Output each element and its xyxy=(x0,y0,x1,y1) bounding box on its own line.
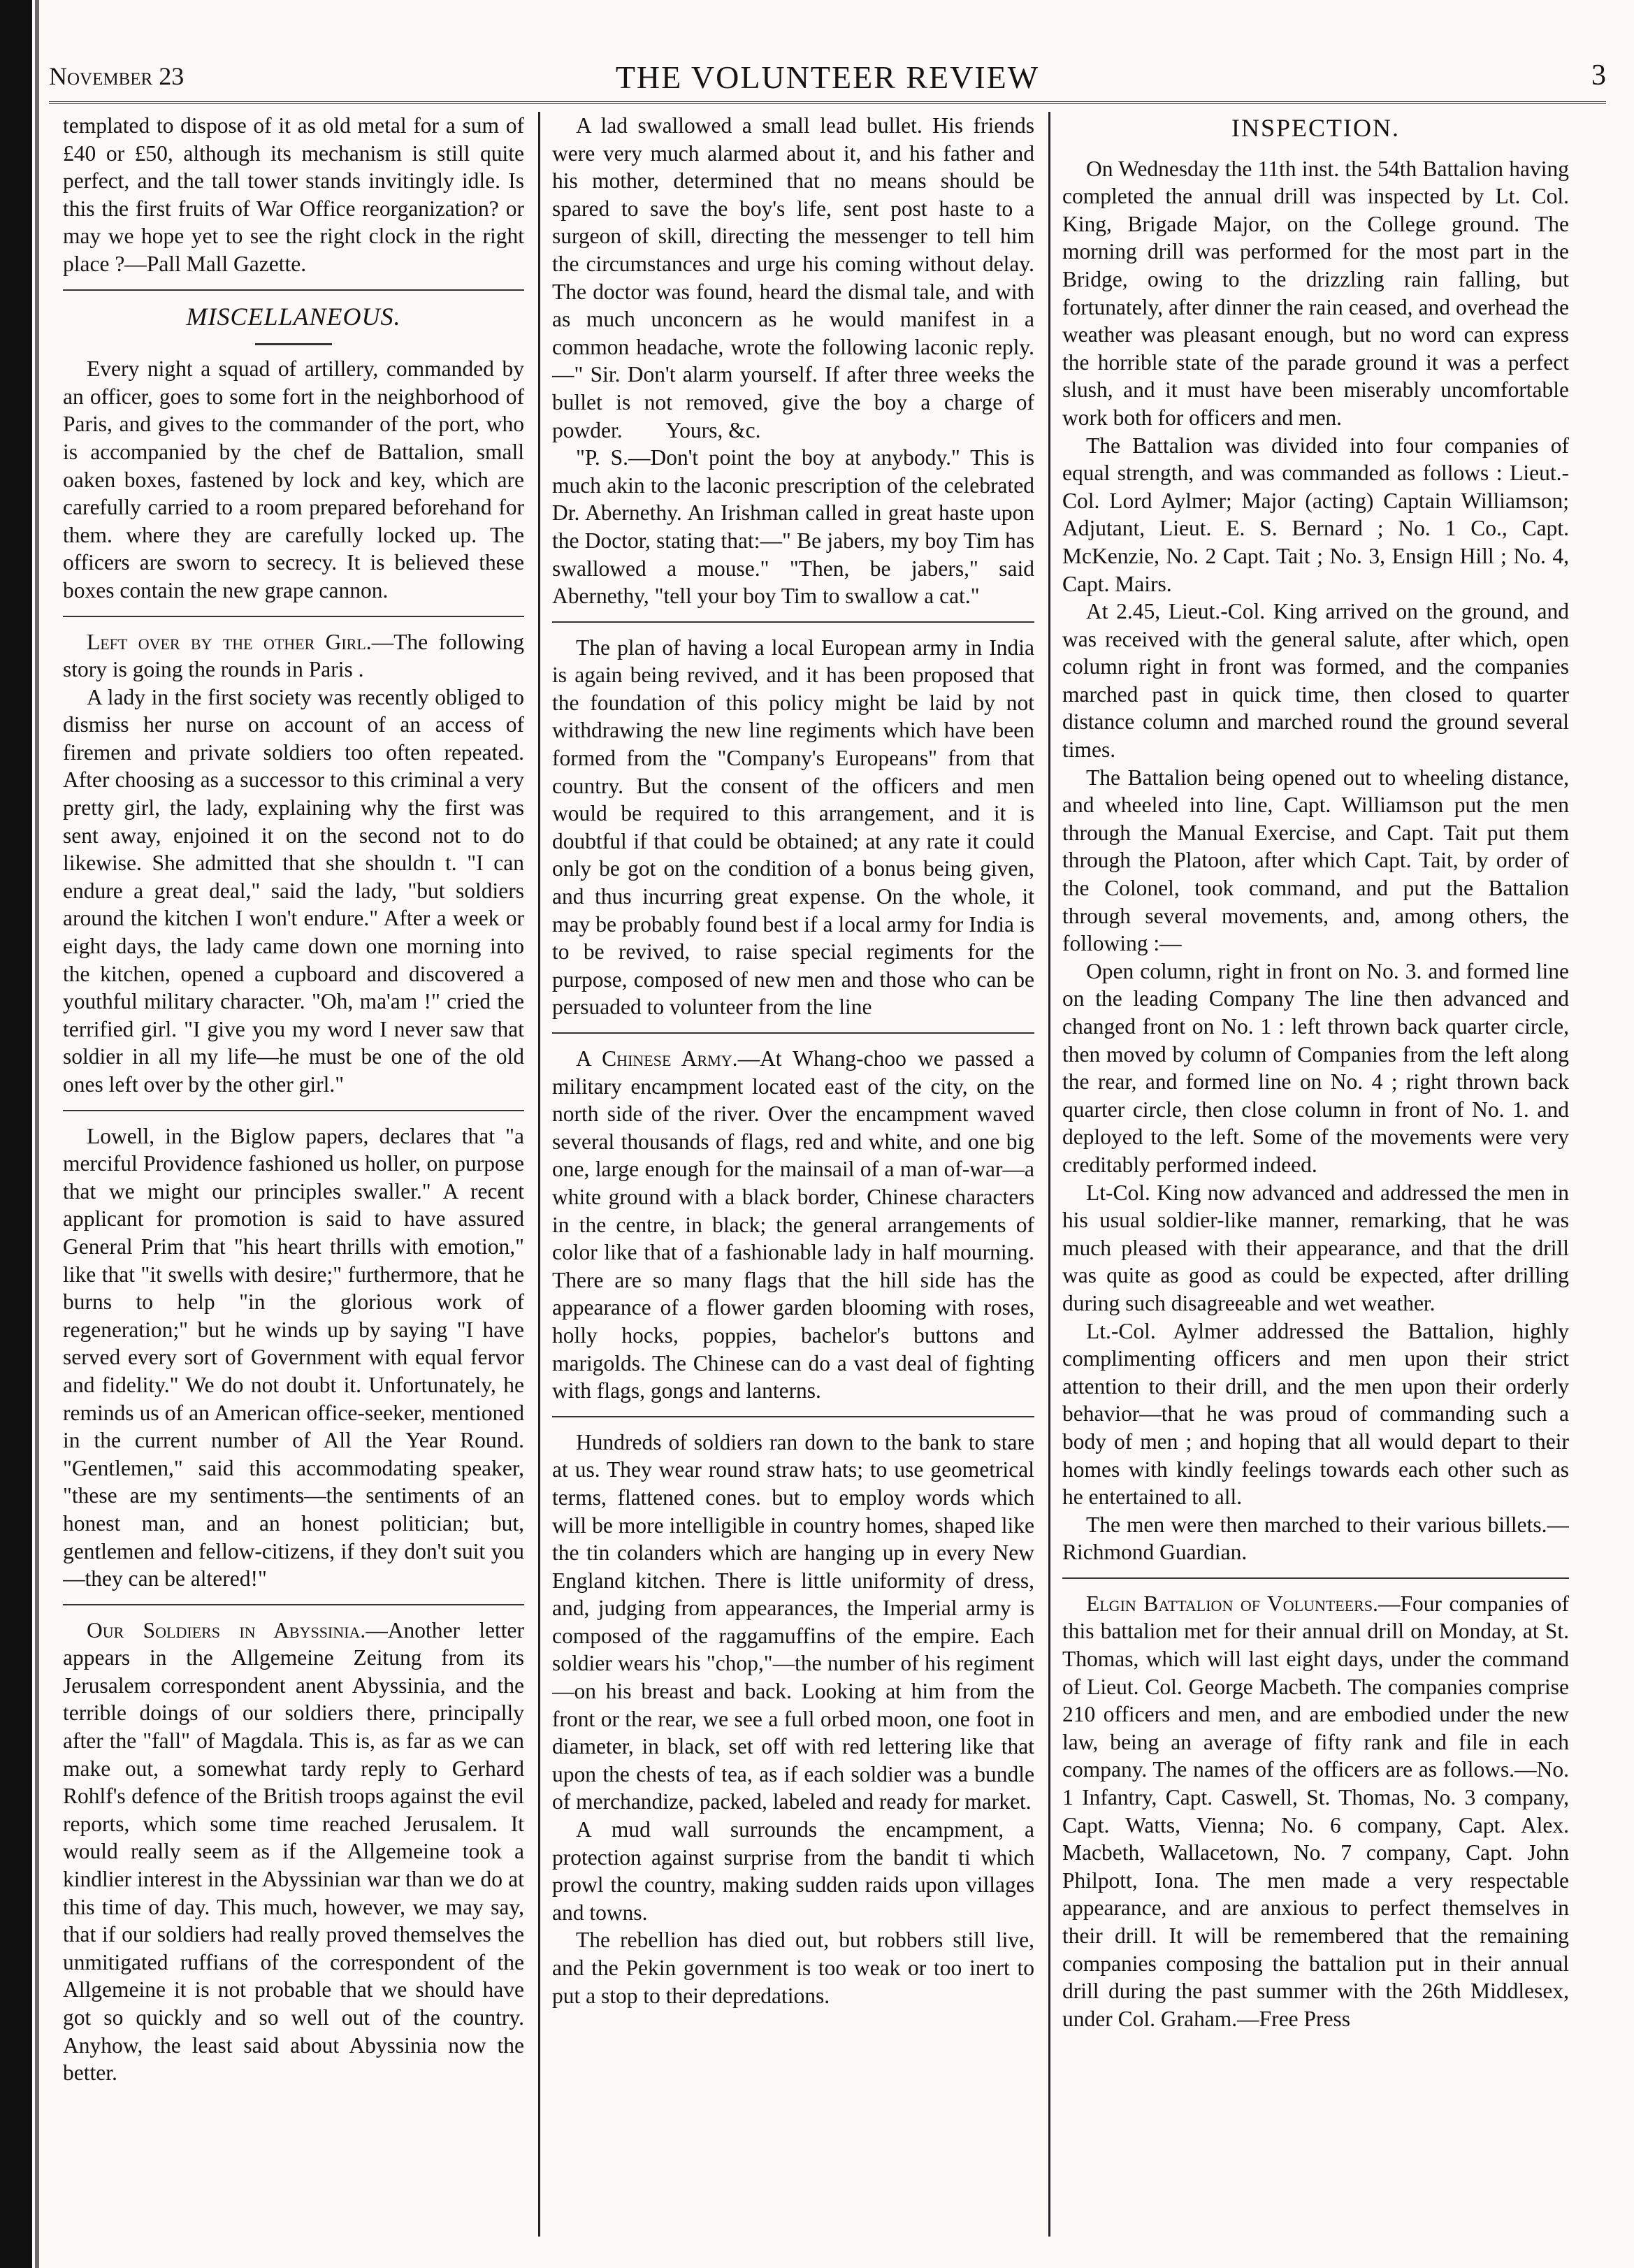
wheeling-paragraph: The Battalion being opened out to wheeling distance, and wheeled into line, Capt. Williamson put the men through the Manual Exercise, and Capt. Tait put them through the Platoon, after which Capt. Tait, by order of the Colonel, took command, and put the Battalion through several movements, and, among others, the following :— xyxy=(1062,765,1569,956)
section-rule xyxy=(552,621,1034,623)
abyssinia-paragraph xyxy=(63,1617,524,2087)
girl-headline: Left over by the other Girl. xyxy=(87,629,372,654)
section-rule xyxy=(63,1110,524,1111)
binding-edge xyxy=(0,0,32,2268)
movements-paragraph: Open column, right in front on No. 3. and formed line on the leading Company The line then advanced and changed front on No. 1 : left thrown back quarter circle, then moved by column of Companies from the left along the rear, and formed line on No. 4 ; right thrown back quarter circle, then close column in front of No. 1. and deployed to the left. Some of the movements were very creditably performed indeed. xyxy=(1062,958,1569,1177)
companies-paragraph: The Battalion was divided into four companies of equal strength, and was commanded as follows : Lieut.-Col. Lord Aylmer; Major (acting) Captain Williamson; Adjutant, Lieut. E. S. Bernard ; No. 1 Co., Capt. McKenzie, No. 2 Capt. Tait ; No. 3, Ensign Hill ; No. 4, Capt. Mairs. xyxy=(1062,433,1569,596)
header-rule xyxy=(49,101,1606,104)
inspection-paragraph: On Wednesday the 11th inst. the 54th Battalion having completed the annual drill was inspected by Lt. Col. King, Brigade Major, on the College ground. The morning drill was performed for the most part in the Bridge, owing to the drizzling rain falling, but fortunately, after dinner the rain ceased, and overhead the weather was pleasant enough, but no word can express the horrible state of the parade ground it was a perfect slush, and it must have been miserably uncomfortable work both for officers and men. xyxy=(1062,156,1569,430)
bullet-signoff: Yours, &c. xyxy=(665,417,761,442)
section-rule xyxy=(1062,1577,1569,1579)
chinese-army-text: —At Whang-choo we passed a military encampment located east of the city, on the north side of the river. Over the encampment waved several thousands of flags, red and white, and one big one, large enough for the mainsail of a man of-war—a white ground with a black border, Chinese characters in the centre, in black; the general arrangements of color like that of a fashionable lady in half mourning. There are so many flags that the hill side has the appearance of a flower garden blooming with roses, holly hocks, poppies, bachelor's buttons and marigolds. The Chinese can do a vast deal of fighting with flags, gongs and lanterns. xyxy=(552,1046,1034,1403)
column-divider xyxy=(1048,112,1050,2237)
mud-wall-paragraph: A mud wall surrounds the encampment, a protection against surprise from the bandit ti which prowl the country, making sudden raids upon villages and towns. xyxy=(552,1817,1034,1925)
lowell-paragraph: Lowell, in the Biglow papers, declares that "a merciful Providence fashioned us holler, on purpose that we might our principles swaller." A recent applicant for promotion is said to have assured General Prim that "his heart thrills with emotion," like that "it swells with desire;" furthermore, that he burns to help "in the glorious work of regeneration;" but he winds up by saying "I have served every sort of Government with equal fervor and fidelity." We do not doubt it. Unfortunately, he reminds us of an American office-seeker, mentioned in the current number of All the Year Round. "Gentlemen," said this accommodating speaker, "these are my sentiments—the sentiments of an honest man, and an honest politician; but, gentlemen and fellow-citizens, if they don't suit you—they can be altered!" xyxy=(63,1123,524,1591)
abyssinia-headline: Our Soldiers in Abyssinia. xyxy=(87,1617,366,1642)
page-number: 3 xyxy=(1591,59,1606,92)
column-2 xyxy=(552,112,1034,2251)
dismissal-paragraph: The men were then marched to their various billets.—Richmond Guardian. xyxy=(1062,1512,1569,1565)
section-rule xyxy=(552,1416,1034,1417)
binding-shadow xyxy=(35,0,39,2268)
rebellion-paragraph: The rebellion has died out, but robbers still live, and the Pekin government is too weak or too inert to put a stop to their depredations. xyxy=(552,1928,1034,2008)
page-header xyxy=(49,49,1606,98)
aylmer-address-paragraph: Lt.-Col. Aylmer addressed the Battalion, highly complimenting officers and men upon their strict attention to their drill, and the men upon their orderly behavior—that he was proud of commanding such a body of men ; and hoping that all would depart to their homes with kindly feelings towards each other such as he entertained to all. xyxy=(1062,1318,1569,1510)
girl-intro-paragraph xyxy=(63,628,524,684)
newspaper-title: THE VOLUNTEER REVIEW xyxy=(615,59,1040,95)
arrival-paragraph: At 2.45, Lieut.-Col. King arrived on the ground, and was received with the general salute, after which, open column right in front was formed, and the companies marched past in quick time, then closed to quarter distance column and marched round the ground several times. xyxy=(1062,599,1569,763)
artillery-paragraph: Every night a squad of artillery, commanded by an officer, goes to some fort in the neighborhood of Paris, and gives to the commander of the port, who is accompanied by the chef de Battalion, small oaken boxes, fastened by lock and key, which are carefully carried to a room prepared beforehand for them. where they are carefully locked up. The officers are sworn to secrecy. It is believed these boxes contain the new grape cannon. xyxy=(63,356,524,602)
girl-intro-text: —The following story is going the rounds in Paris . xyxy=(63,629,524,682)
heading-rule xyxy=(255,343,332,345)
abyssinia-text: —Another letter appears in the Allgemeine Zeitung from its Jerusalem correspondent anent Abyssinia, and the terrible doings of our soldiers there, principally after the "fall" of Magdala. This is, as far as we can make out, a somewhat tardy reply to Gerhard Rohlf's defence of the British troops against the evil reports, which some time reached Jerusalem. It would really seem as if the Allgemeine took a kindlier interest in the Abyssinian war than we do at this time of day. This much, however, we may say, that if our soldiers had really proved themselves the unmitigated ruffians of the correspondent of the Allgemeine it is not probable that we should have got so quickly and so well out of the country. Anyhow, the least said about Abyssinia now the better. xyxy=(63,1617,524,2086)
bullet-paragraph xyxy=(552,112,1034,444)
inspection-heading: INSPECTION. xyxy=(1231,114,1400,142)
postscript-paragraph: "P. S.—Don't point the boy at anybody." This is much akin to the laconic prescription of the celebrated Dr. Abernethy. An Irishman called in great haste upon the Doctor, stating that:—" Be jabers, my boy Tim has swallowed a mouse." "Then, be jabers," said Abernethy, "tell your boy Tim to swallow a cat." xyxy=(552,445,1034,609)
bullet-text: A lad swallowed a small lead bullet. His friends were very much alarmed about it, and his father and his mother, determined that no means should be spared to save the boy's life, sent post haste to a surgeon of skill, directing the messenger to tell him the circumstances and urge his coming without delay. The doctor was found, heard the dismal tale, and with as much unconcern as he would manifest in a common headache, wrote the following laconic reply.—" Sir. Don't alarm yourself. If after three weeks the bullet is not removed, give the boy a charge of powder. xyxy=(552,113,1034,442)
column-1 xyxy=(63,112,524,2251)
india-army-paragraph: The plan of having a local European army in India is again being revived, and it has been proposed that the foundation of this policy might be laid by not withdrawing the new line regiments which have been formed from the "Company's Europeans" from that country. But the consent of the officers and men would be required to this arrangement, and it is doubtful if that could be obtained; at any rate it could only be got on the condition of a bonus being given, and thus incurring great expense. On the whole, it may be probably found best if a local army for India is to be revived, to raise special regiments for the purpose, composed of new men and those who can be persuaded to volunteer from the line xyxy=(552,635,1034,1020)
miscellaneous-heading: MISCELLANEOUS. xyxy=(186,302,401,331)
clock-article-end: templated to dispose of it as old metal for a sum of £40 or £50, although its mechanism is still quite perfect, and the tall tower stands invitingly idle. Is this the first fruits of War Office reorganization? or may we hope yet to see the right clock in the right place ?—Pall Mall Gazette. xyxy=(63,113,524,276)
elgin-headline: Elgin Battalion of Volunteers. xyxy=(1086,1591,1378,1616)
section-rule xyxy=(63,1604,524,1605)
section-rule xyxy=(552,1032,1034,1034)
chinese-army-headline: A Chinese Army. xyxy=(576,1046,738,1071)
section-rule xyxy=(63,289,524,291)
elgin-paragraph xyxy=(1062,1590,1569,2033)
issue-date: November 23 xyxy=(49,62,185,90)
elgin-text: —Four companies of this battalion met for their annual drill on Monday, at St. Thomas, which will last eight days, under the command of Lieut. Col. George Macbeth. The companies comprise 210 officers and men, and are embodied under the new law, being an average of fifty rank and file in each company. The names of the officers are as follows.—No. 1 Infantry, Capt. Caswell, St. Thomas, No. 3 company, Capt. Watts, Vienna; No. 6 company, Capt. Alex. Macbeth, Wallacetown, No. 7 company, Capt. John Philpott, Iona. The men made a very respectable appearance, and are anxious to perfect themselves in their drill. It will be remembered that the remaining companies composing the battalion put in their annual drill during the past summer with the 26th Middlesex, under Col. Graham.—Free Press xyxy=(1062,1591,1569,2031)
soldiers-bank-paragraph: Hundreds of soldiers ran down to the bank to stare at us. They wear round straw hats; to use geometrical terms, flattened cones. but to employ words which will be more intelligible in country homes, shaped like the tin colanders which are hanging up in every New England kitchen. There is little uniformity of dress, and, judging from appearances, the Imperial army is composed of the raggamuffins of the empire. Each soldier wears his "chop,"—the number of his regiment—on his breast and back. Looking at him from the front or the rear, we see a full orbed moon, one foot in diameter, in black, set off with red lettering like that upon the chests of tea, as if each soldier was a bundle of merchandize, packed, labeled and ready for market. xyxy=(552,1429,1034,1814)
chinese-army-paragraph xyxy=(552,1045,1034,1405)
lady-paragraph: A lady in the first society was recently obliged to dismiss her nurse on account of an access of firemen and private soldiers too often repeated. After choosing as a successor to this criminal a very pretty girl, the lady, explaining why the first was sent away, enjoined it on the second not to do likewise. She admitted that she shouldn t. "I can endure a great deal," said the lady, "but soldiers around the kitchen I won't endure." After a week or eight days, the lady came down one morning into the kitchen, opened a cupboard and discovered a youthful military character. "Oh, ma'am !" cried the terrified girl. "I give you my word I never saw that soldier in all my life—he must be one of the old ones left over by the other girl." xyxy=(63,684,524,1097)
column-divider xyxy=(538,112,540,2237)
section-rule xyxy=(63,616,524,617)
king-address-paragraph: Lt-Col. King now advanced and addressed the men in his usual soldier-like manner, remarking, that he was much pleased with their appearance, and that the drill was quite as good as could be expected, after drilling during such disagreeable and wet weather. xyxy=(1062,1180,1569,1315)
column-3 xyxy=(1062,112,1569,2251)
